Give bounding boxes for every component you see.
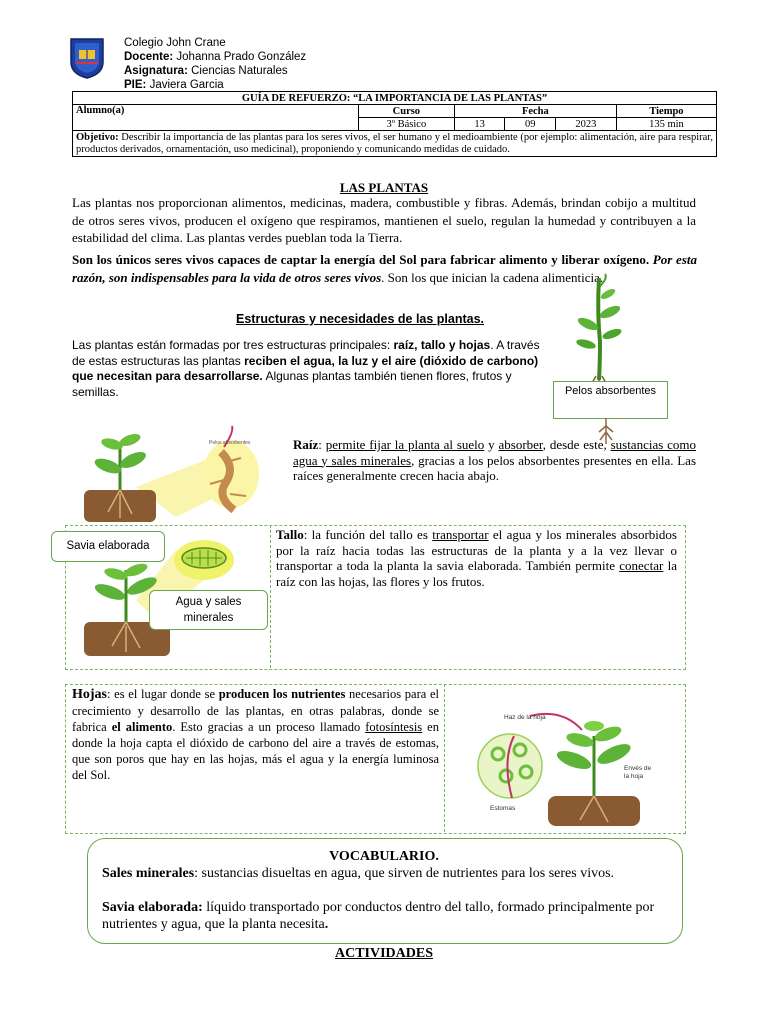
objective-cell: Objetivo: Describir la importancia de las plantas para los seres vivos, el ser humano y el medioambiente (por ejemplo: alimentación, aire para respirar, productos derivados, ornamentación, uso medicinal), proponiendo y comunicando medidas de cuidado. bbox=[73, 131, 717, 157]
root-image-label: Pelos absorbentes bbox=[209, 440, 251, 446]
date-label: Fecha bbox=[454, 105, 616, 118]
hojas-divider bbox=[444, 684, 445, 832]
tallo-divider bbox=[270, 525, 271, 668]
raiz-paragraph: Raíz: permite fijar la planta al suelo y absorber, desde este, sustancias como agua y sales minerales, gracias a los pelos absorbentes presentes en ella. Las raíces generalmente crecen hacia abajo. bbox=[293, 437, 697, 483]
vocab-savia: Savia elaborada: líquido transportado por conductos dentro del tallo, formado principalmente por nutrientes y agua, que la planta necesita. bbox=[102, 900, 655, 932]
hojas-paragraph: Hojas: es el lugar donde se producen los nutrientes necesarios para el crecimiento y desarrollo de las plantas, en otras palabras, donde se fabrica el alimento. Esto gracias a un proceso llamado fotosíntesis en donde la hoja capta el dióxido de carbono del aire a través de estomas, que son poros que hay en las hojas, más el agua y la energía luminosa del Sol. bbox=[72, 687, 439, 782]
date-year: 2023 bbox=[555, 118, 616, 131]
savia-callout: Savia elaborada bbox=[51, 531, 165, 562]
agua-callout: Agua y sales minerales bbox=[149, 590, 268, 630]
section-title-estructuras: Estructuras y necesidades de las plantas. bbox=[236, 312, 485, 326]
school-name: Colegio John Crane bbox=[124, 37, 226, 49]
structures-paragraph: Las plantas están formadas por tres estructuras principales: raíz, tallo y hojas. A través de estas estructuras las plantas reciben el agua, la luz y el aire (dióxido de carbono) que necesitan para desarrollarse. Algunas plantas también tienen flores, frutos y semillas. bbox=[72, 338, 540, 399]
stem-plant-image bbox=[572, 272, 624, 384]
time-value: 135 min bbox=[616, 118, 716, 131]
pelos-callout: Pelos absorbentes bbox=[553, 381, 668, 419]
vocab-title: VOCABULARIO. bbox=[329, 849, 439, 864]
vocab-sales: Sales minerales: sustancias disueltas en agua, que sirven de nutrientes para los seres vivos. bbox=[102, 866, 615, 881]
section-title-plantas: LAS PLANTAS bbox=[339, 180, 429, 195]
section-title-actividades: ACTIVIDADES bbox=[334, 946, 434, 961]
enves-label: Envés de la hoja bbox=[624, 765, 652, 780]
guide-table bbox=[72, 91, 717, 157]
course-label: Curso bbox=[358, 105, 454, 118]
root-illustration bbox=[76, 422, 268, 522]
intro-paragraph: Las plantas nos proporcionan alimentos, medicinas, madera, combustible y fibras. Además, brindan cobijo a multitud de otros seres vivos, producen el oxígeno que respiramos, mantienen el suelo, regulan la humedad y contribuyen a la estabilidad del clima. Las plantas verdes pueblan toda la Tierra. bbox=[72, 195, 696, 245]
school-logo bbox=[68, 36, 106, 80]
subject-line: Asignatura: Ciencias Naturales bbox=[124, 65, 288, 77]
course-value: 3º Básico bbox=[358, 118, 454, 131]
estomas-label: Estomas bbox=[490, 805, 516, 812]
date-month: 09 bbox=[505, 118, 556, 131]
student-label: Alumno(a) bbox=[73, 105, 359, 131]
guide-title: GUÍA DE REFUERZO: “LA IMPORTANCIA DE LAS PLANTAS” bbox=[73, 92, 717, 105]
school-header bbox=[124, 36, 424, 92]
haz-label: Haz de la hoja bbox=[504, 714, 546, 721]
time-label: Tiempo bbox=[616, 105, 716, 118]
date-day: 13 bbox=[454, 118, 505, 131]
energy-paragraph: Son los únicos seres vivos capaces de captar la energía del Sol para fabricar alimento y liberar oxígeno. Por esta razón, son indispensables para la vida de otros seres vivos. Son los que inician la cadena alimenticia. bbox=[72, 252, 697, 285]
tallo-paragraph: Tallo: la función del tallo es transportar el agua y los minerales absorbidos por la raíz hacia todas las estructuras de la planta y a la vez llevar o transportar a toda la planta la savia elaborada. También permite conectar la raíz con las hojas, las flores y los frutos. bbox=[276, 527, 677, 589]
pie-line: PIE: Javiera Garcia bbox=[124, 79, 224, 91]
teacher-line: Docente: Johanna Prado González bbox=[124, 51, 307, 63]
